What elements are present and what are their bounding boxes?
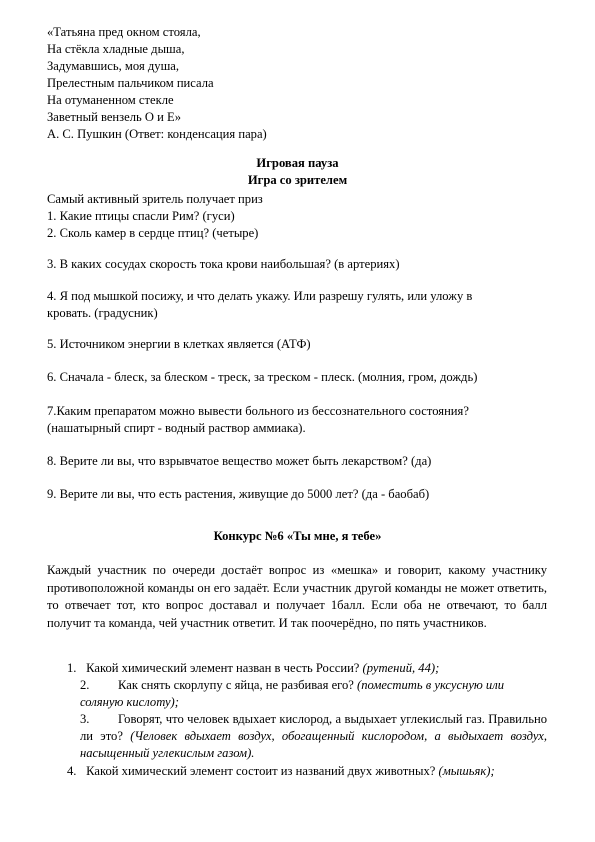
question-6: 6. Сначала - блеск, за блеском - треск, за треском - плеск. (молния, гром, дождь) <box>47 370 478 384</box>
poem-block <box>47 24 547 143</box>
poem-line: Заветный вензель О и Е» <box>47 110 182 124</box>
list-item: 2. Как снять скорлупу с яйца, не разбивая его? (поместить в уксусную или соляную кислоту); <box>80 678 505 709</box>
poem-line: «Татьяна пред окном стояла, <box>47 25 201 39</box>
game-subheading: Игра со зрителем <box>247 173 348 187</box>
game-heading: Игровая пауза <box>256 156 339 170</box>
question-2: 2. Сколь камер в сердце птиц? (четыре) <box>47 226 259 240</box>
question-5: 5. Источником энергии в клетках является (АТФ) <box>47 337 311 351</box>
list-item: 3. Говорят, что человек вдыхает кислород, а выдыхает углекислый газ. Правильно ли это? (Человек вдыхает воздух, обогащенный кислородом, а выдыхает воздух, насыщенный углекислым газом). <box>80 712 547 760</box>
poem-line: Прелестным пальчиком писала <box>47 76 214 90</box>
question-9: 9. Верите ли вы, что есть растения, живущие до 5000 лет? (да - баобаб) <box>47 487 430 501</box>
question-7-line2: (нашатырный спирт - водный раствор аммиака). <box>47 421 306 435</box>
question-8: 8. Верите ли вы, что взрывчатое вещество может быть лекарством? (да) <box>47 454 432 468</box>
list-item: 4. Какой химический элемент состоит из названий двух животных? (мышьяк); <box>67 764 495 778</box>
question-4-line2: кровать. (градусник) <box>47 306 158 320</box>
contest-paragraph: Каждый участник по очереди достаёт вопрос из «мешка» и говорит, какому участнику противоположной команды он его задаёт. Если участник другой команды не может ответить, то отвечает тот, кто вопрос доставал и получает 1балл. Если оба не отвечают, то балл получит та команда, чей участник ответит. И так поочерёдно, по пять участников. <box>47 563 547 630</box>
poem-line: На отуманенном стекле <box>47 93 174 107</box>
poem-attribution: А. С. Пушкин (Ответ: конденсация пара) <box>47 127 267 141</box>
contest-heading: Конкурс №6 «Ты мне, я тебе» <box>213 529 382 543</box>
game-intro: Самый активный зритель получает приз <box>47 192 263 206</box>
question-7-line1: 7.Каким препаратом можно вывести больного из бессознательного состояния? <box>47 404 469 418</box>
question-4-line1: 4. Я под мышкой посижу, и что делать укажу. Или разрешу гулять, или уложу в <box>47 289 473 303</box>
poem-line: Задумавшись, моя душа, <box>47 59 180 73</box>
poem-line: На стёкла хладные дыша, <box>47 42 185 56</box>
list-item: 1. Какой химический элемент назван в честь России? (рутений, 44); <box>67 661 440 675</box>
question-3: 3. В каких сосудах скорость тока крови наибольшая? (в артериях) <box>47 257 400 271</box>
question-1: 1. Какие птицы спасли Рим? (гуси) <box>47 209 235 223</box>
